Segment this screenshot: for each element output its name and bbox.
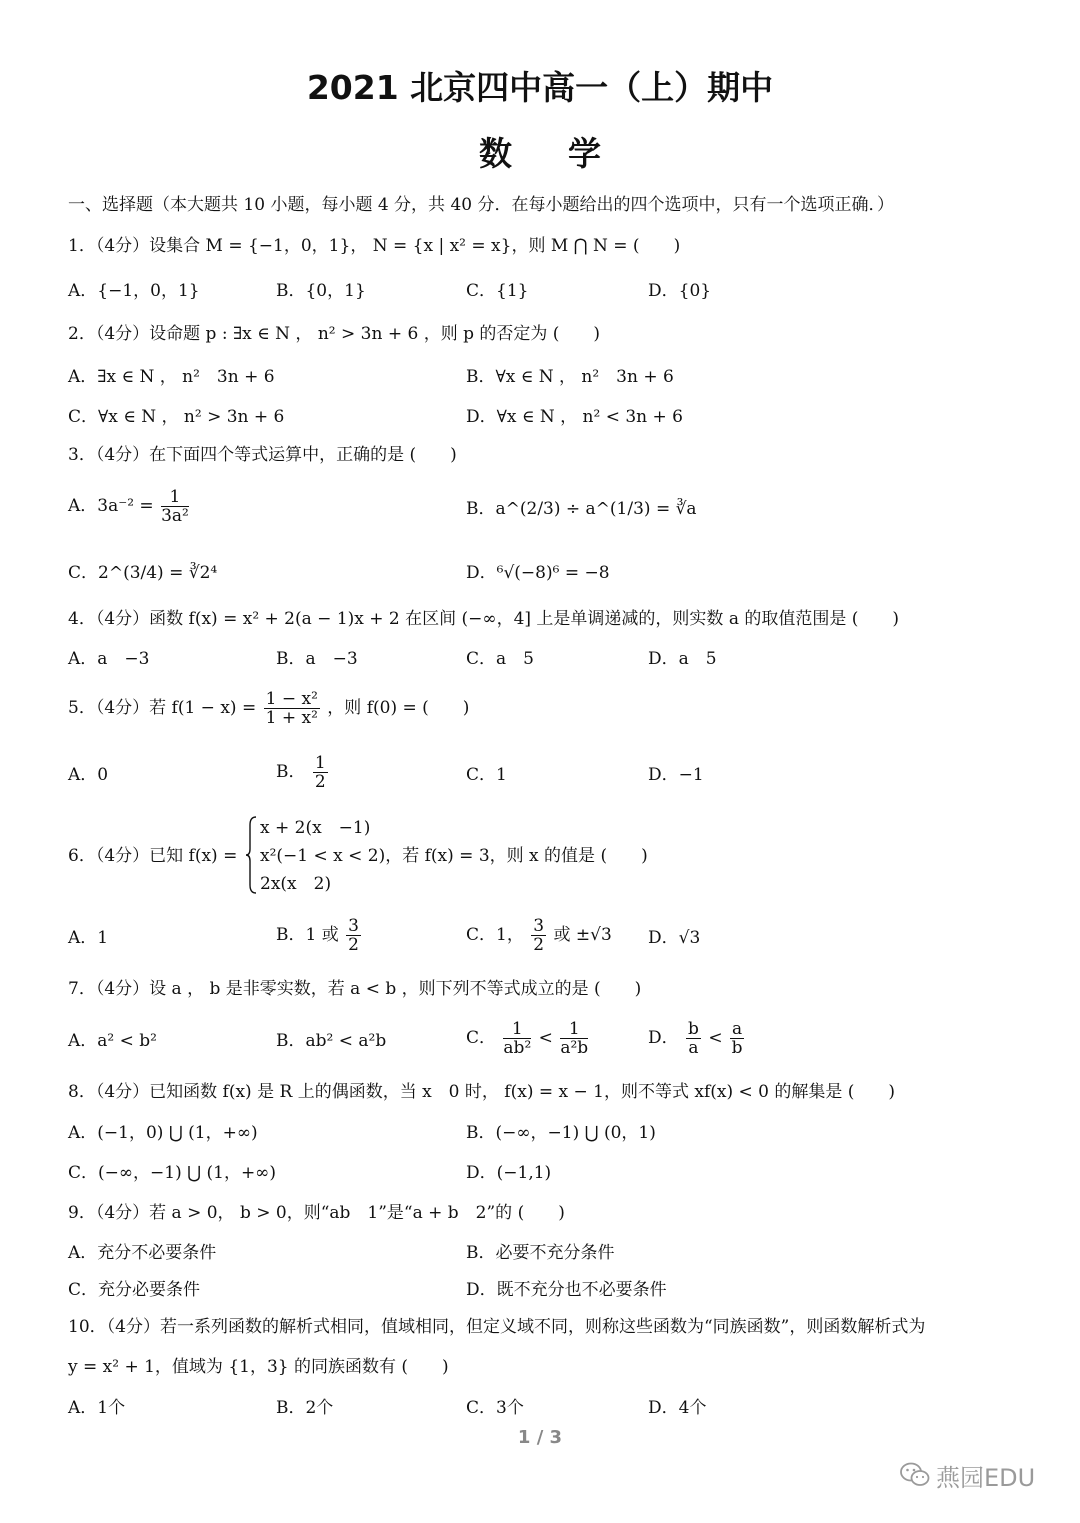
question-10-option-a: A．1个: [68, 1398, 126, 1418]
fraction-numerator: 1: [503, 1020, 531, 1039]
question-4-option-c: C．a 5: [466, 649, 534, 669]
question-6-option-c-prefix: C．1，: [466, 925, 524, 945]
fraction-denominator: a²b: [560, 1038, 589, 1058]
question-4-option-b: B．a −3: [276, 649, 358, 669]
fraction-denominator: 3a²: [161, 506, 189, 526]
question-10-option-b: B．2个: [276, 1398, 334, 1418]
question-2-option-c: C．∀x ∈ N ， n² > 3n + 6: [68, 407, 285, 427]
brace-icon: [246, 815, 258, 895]
fraction-numerator: 1: [314, 753, 326, 773]
question-6-option-b: [276, 917, 363, 954]
question-5-stem-suffix: ，则 f(0) = ( ): [327, 698, 470, 718]
fraction-denominator: 2: [533, 935, 545, 955]
question-6-stem-prefix: 6．（4分）已知 f(x) =: [68, 846, 238, 866]
question-1-option-d: D．{0}: [648, 281, 712, 301]
question-5-option-a: A．0: [68, 765, 109, 785]
question-9-stem: 9．（4分）若 a > 0， b > 0，则“ab 1”是“a + b 2”的 ( ): [68, 1203, 565, 1223]
fraction-numerator: 3: [533, 916, 545, 936]
question-5-stem: [68, 690, 469, 727]
comparison-sign: <: [538, 1028, 553, 1048]
question-2-stem: 2．（4分）设命题 p : ∃x ∈ N ， n² > 3n + 6 ，则 p 的否定为 ( ): [68, 324, 601, 344]
question-6-option-a: A．1: [68, 928, 109, 948]
fraction-numerator: 3: [348, 916, 359, 936]
fraction: [503, 1020, 531, 1057]
question-5-option-b: [276, 754, 330, 791]
question-6-option-c-suffix: 或 ±√3: [553, 925, 612, 945]
fraction: [531, 917, 546, 954]
question-8-option-a: A．(−1，0) ⋃ (1，+∞): [68, 1123, 258, 1143]
question-9-option-a: A．充分不必要条件: [68, 1243, 217, 1263]
question-3-option-c: C．2^(3/4) = ∛2⁴: [68, 563, 218, 583]
question-1-stem: 1．（4分）设集合 M = {−1，0，1}， N = {x | x² = x}，则 M ⋂ N = ( ): [68, 236, 681, 256]
fraction-numerator: 1: [560, 1020, 588, 1039]
question-7-option-d-prefix: D．: [648, 1028, 679, 1048]
section-heading: 一、选择题（本大题共 10 小题，每小题 4 分，共 40 分．在每小题给出的四个选项中，只有一个选项正确．）: [68, 195, 895, 215]
fraction-denominator: a: [688, 1038, 699, 1058]
question-10-stem-line-1: 10．（4分）若一系列函数的解析式相同，值域相同，但定义域不同，则称这些函数为“同族函数”，则函数解析式为: [68, 1317, 926, 1337]
question-7-option-c-prefix: C．: [466, 1028, 497, 1048]
question-4-option-d: D．a 5: [648, 649, 717, 669]
question-4-stem: 4．（4分）函数 f(x) = x² + 2(a − 1)x + 2 在区间 (−∞，4] 上是单调递减的，则实数 a 的取值范围是 ( ): [68, 609, 900, 629]
question-3-option-d: D．⁶√(−8)⁶ = −8: [466, 563, 610, 583]
question-3-stem: 3．（4分）在下面四个等式运算中，正确的是 ( ): [68, 445, 457, 465]
question-9-option-c: C．充分必要条件: [68, 1280, 201, 1300]
question-7-option-d: [648, 1020, 746, 1057]
fraction: [686, 1020, 701, 1057]
question-6-case-3: 2x(x 2): [260, 874, 332, 894]
question-1-option-b: B．{0，1}: [276, 281, 366, 301]
question-3-option-a: [68, 488, 191, 525]
question-6-option-c: [466, 917, 612, 954]
question-10-option-d: D．4个: [648, 1398, 707, 1418]
question-8-option-b: B．(−∞，−1) ⋃ (0，1): [466, 1123, 656, 1143]
watermark-text: 燕园EDU: [936, 1463, 1036, 1492]
question-6-option-b-prefix: B．1 或: [276, 925, 339, 945]
question-8-option-c: C．(−∞，−1) ⋃ (1，+∞): [68, 1163, 276, 1183]
question-1-option-a: A．{−1，0，1}: [68, 281, 200, 301]
question-2-option-b: B．∀x ∈ N ， n² 3n + 6: [466, 367, 674, 387]
question-2-option-d: D．∀x ∈ N ， n² < 3n + 6: [466, 407, 683, 427]
fraction-denominator: 2: [348, 935, 359, 955]
question-2-option-a: A．∃x ∈ N ， n² 3n + 6: [68, 367, 275, 387]
fraction-denominator: 2: [314, 772, 326, 792]
question-5-option-b-prefix: B．: [276, 762, 306, 782]
wechat-icon: [900, 1461, 930, 1489]
comparison-sign: <: [708, 1028, 723, 1048]
question-9-option-b: B．必要不充分条件: [466, 1243, 615, 1263]
question-6-option-d: D．√3: [648, 928, 701, 948]
question-5-option-d: D．−1: [648, 765, 704, 785]
page-title: 2021 北京四中高一（上）期中: [306, 68, 774, 107]
fraction-numerator: a: [732, 1019, 743, 1039]
fraction-numerator: 1: [161, 488, 189, 507]
question-8-stem: 8．（4分）已知函数 f(x) 是 R 上的偶函数，当 x 0 时， f(x) = x − 1，则不等式 xf(x) < 0 的解集是 ( ): [68, 1082, 896, 1102]
question-7-option-a: A．a² < b²: [68, 1031, 157, 1051]
fraction: [730, 1020, 744, 1057]
question-5-stem-prefix: 5．（4分）若 f(1 − x) =: [68, 698, 257, 718]
question-7-option-c: [466, 1020, 590, 1057]
fraction: [346, 917, 361, 954]
watermark: [900, 1460, 1035, 1490]
question-3-option-b: B．a^(2/3) ÷ a^(1/3) = ∛a: [466, 499, 697, 519]
question-7-option-b: B．ab² < a²b: [276, 1031, 387, 1051]
fraction-denominator: ab²: [503, 1038, 532, 1058]
question-6-case-1: x + 2(x −1): [260, 818, 371, 838]
question-8-option-d: D．(−1,1): [466, 1163, 552, 1183]
fraction: [560, 1020, 588, 1057]
question-7-stem: 7．（4分）设 a ， b 是非零实数，若 a < b ，则下列不等式成立的是 ( ): [68, 979, 642, 999]
question-3-option-a-prefix: A．3a⁻² =: [68, 496, 154, 516]
question-1-option-c: C．{1}: [466, 281, 529, 301]
fraction: [313, 754, 328, 791]
fraction: [264, 690, 320, 727]
fraction-numerator: 1 − x²: [265, 689, 318, 709]
question-10-stem-line-2: y = x² + 1，值域为 {1，3} 的同族函数有 ( ): [68, 1357, 449, 1377]
fraction-denominator: b: [731, 1038, 743, 1058]
page-number: 1 / 3: [517, 1427, 563, 1448]
fraction: [161, 488, 189, 525]
question-5-option-c: C．1: [466, 765, 507, 785]
question-10-option-c: C．3个: [466, 1398, 524, 1418]
fraction-denominator: 1 + x²: [265, 708, 318, 728]
question-4-option-a: A．a −3: [68, 649, 150, 669]
fraction-numerator: b: [688, 1019, 699, 1039]
subject-title: 数学: [479, 134, 657, 173]
question-9-option-d: D．既不充分也不必要条件: [466, 1280, 667, 1300]
question-6-case-2: x²(−1 < x < 2)，若 f(x) = 3，则 x 的值是 ( ): [260, 846, 648, 866]
